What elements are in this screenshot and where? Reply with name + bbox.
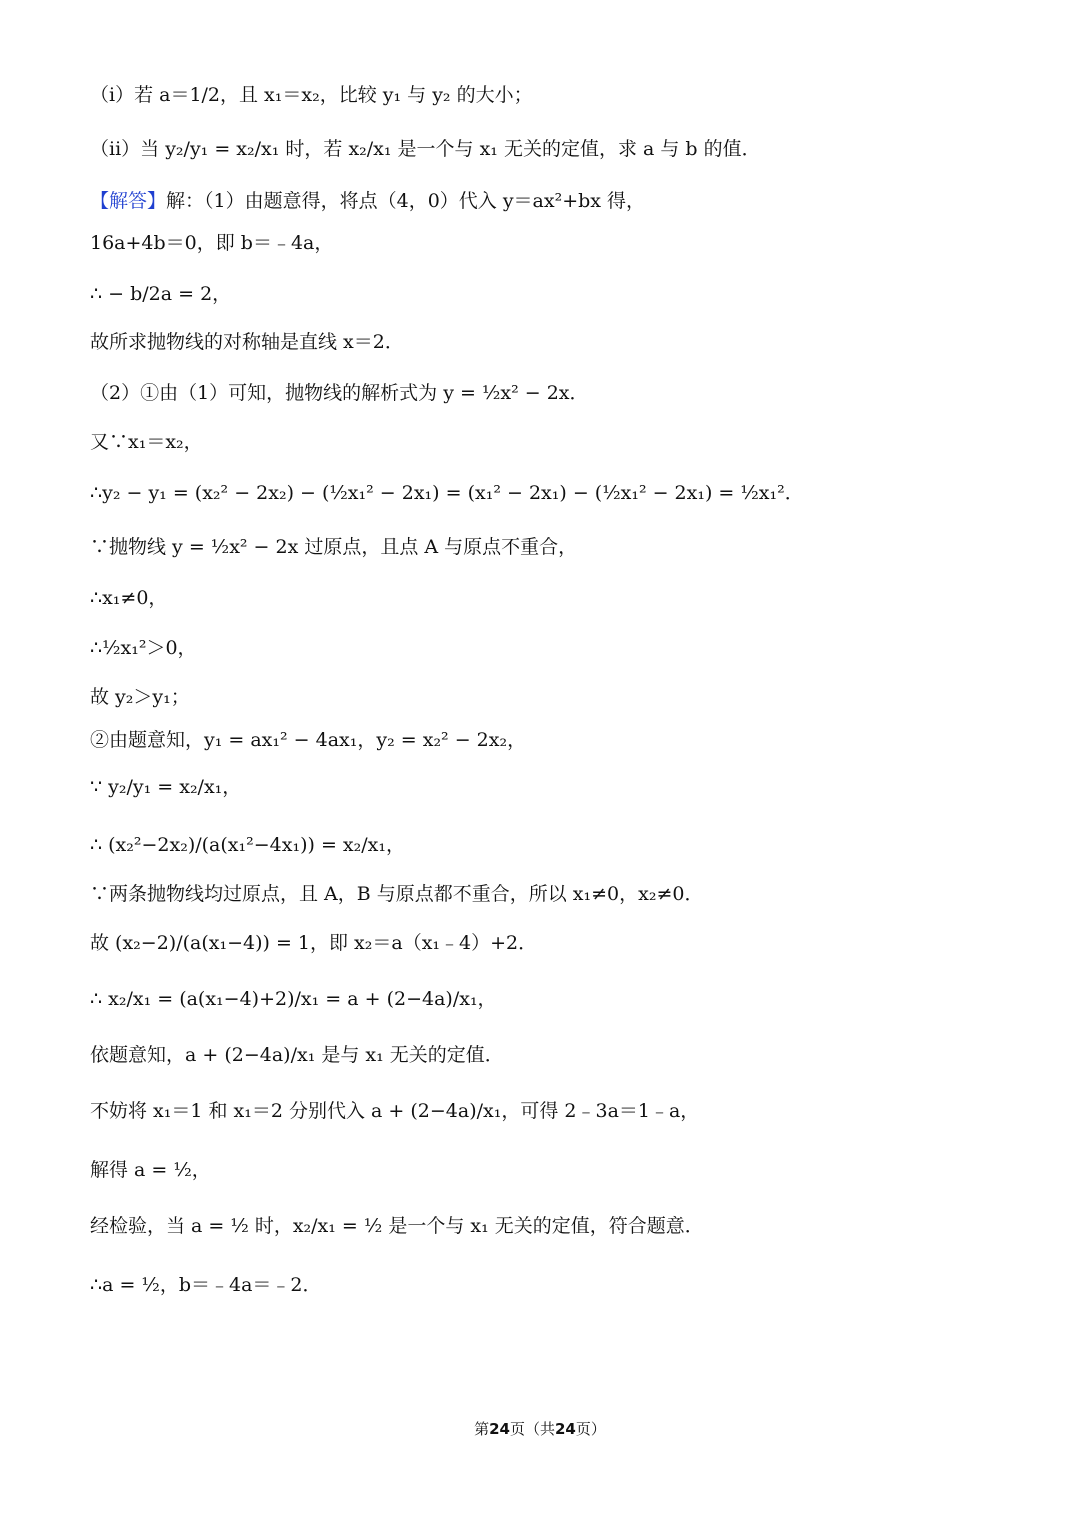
solution-line-l08 [90,433,203,452]
solution-line-l03 [90,192,645,211]
line-text: 解：（1）由题意得，将点（4，0）代入 y＝ax²+bx 得， [166,190,646,212]
line-text: ∴ − b/2a = 2， [90,283,232,305]
line-text: 又∵x₁＝x₂， [90,431,203,453]
solution-line-l02 [90,140,761,159]
line-text: （2）①由（1）可知，抛物线的解析式为 y = ½x² − 2x． [90,382,589,404]
solution-line-l05 [90,285,231,304]
line-text: 故所求抛物线的对称轴是直线 x＝2． [90,331,404,353]
line-text: ∵ y₂/y₁ = x₂/x₁， [90,776,242,798]
line-text: 16a+4b＝0，即 b＝﹣4a， [90,232,334,254]
line-text: （ii）当 y₂/y₁ = x₂/x₁ 时，若 x₂/x₁ 是一个与 x₁ 无关的定值，求 a 与 b 的值． [90,138,761,160]
solution-line-l01 [90,86,533,105]
solution-line-l12 [90,639,197,658]
line-text: 故 y₂＞y₁； [90,686,190,708]
line-text: 故 (x₂−2)/(a(x₁−4)) = 1，即 x₂＝a（x₁﹣4）+2． [90,932,538,954]
solution-line-l23 [90,1217,704,1236]
solution-line-l11 [90,589,167,608]
solution-line-l15 [90,778,241,797]
solution-line-l18 [90,934,537,953]
line-text: ∴ x₂/x₁ = (a(x₁−4)+2)/x₁ = a + (2−4a)/x₁， [90,988,497,1010]
line-text: ∴x₁≠0， [90,587,168,609]
solution-line-l20 [90,1046,504,1065]
footer-page-number: 24 [489,1420,510,1438]
line-text: 经检验，当 a = ½ 时，x₂/x₁ = ½ 是一个与 x₁ 无关的定值，符合题意． [90,1215,704,1237]
line-text: ②由题意知，y₁ = ax₁² − 4ax₁，y₂ = x₂² − 2x₂， [90,729,527,751]
line-text: ∴ (x₂²−2x₂)/(a(x₁²−4x₁)) = x₂/x₁， [90,834,405,856]
line-text: 不妨将 x₁＝1 和 x₁＝2 分别代入 a + (2−4a)/x₁，可得 2﹣3a＝1﹣a， [90,1100,700,1122]
solution-line-l19 [90,990,497,1009]
solution-line-l24 [90,1276,322,1295]
solution-line-l17 [90,885,704,904]
footer-total-pages: 24 [555,1420,576,1438]
solution-line-l22 [90,1161,211,1180]
solution-line-l09 [90,484,804,503]
footer-suffix: 页） [575,1420,606,1438]
page-footer [0,1418,1080,1439]
answer-label: 【解答】 [90,190,167,212]
line-text: （i）若 a＝1/2，且 x₁＝x₂，比较 y₁ 与 y₂ 的大小； [90,84,533,106]
line-text: ∴y₂ − y₁ = (x₂² − 2x₂) − (½x₁² − 2x₁) = (x₁² − 2x₁) − (½x₁² − 2x₁) = ½x₁²． [90,482,804,504]
solution-line-l10 [90,538,577,557]
footer-mid: 页（共 [509,1420,555,1438]
line-text: ∴½x₁²＞0， [90,637,197,659]
solution-line-l21 [90,1102,699,1121]
line-text: 依题意知，a + (2−4a)/x₁ 是与 x₁ 无关的定值． [90,1044,504,1066]
line-text: ∵两条抛物线均过原点，且 A，B 与原点都不重合，所以 x₁≠0，x₂≠0． [90,883,704,905]
solution-line-l07 [90,384,589,403]
line-text: 解得 a = ½， [90,1159,211,1181]
solution-line-l14 [90,731,526,750]
solution-line-l06 [90,333,404,352]
line-text: ∴a = ½，b＝﹣4a＝﹣2． [90,1274,322,1296]
line-text: ∵抛物线 y = ½x² − 2x 过原点，且点 A 与原点不重合， [90,536,578,558]
footer-prefix: 第 [474,1420,490,1438]
solution-line-l13 [90,688,190,707]
solution-line-l16 [90,836,405,855]
solution-line-l04 [90,234,333,253]
